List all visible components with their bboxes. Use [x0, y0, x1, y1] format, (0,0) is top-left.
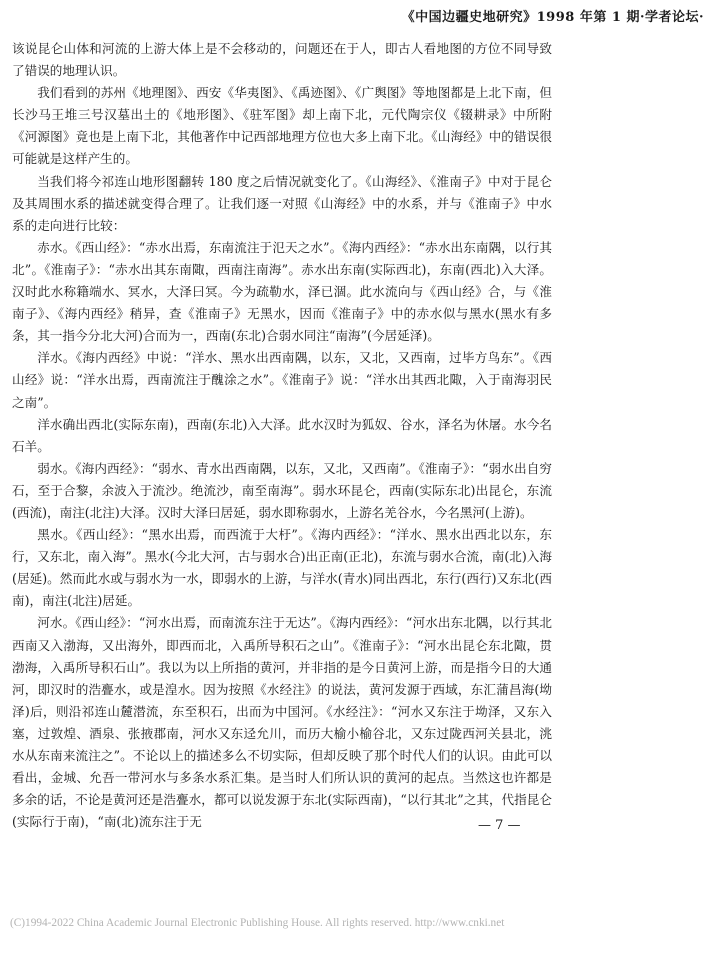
- paragraph: 洋水确出西北(实际东南)，西南(东北)入大泽。此水汉时为狐奴、谷水，泽名为休屠。水今名石羊。: [12, 416, 552, 454]
- paragraph: 弱水。《海内西经》：“弱水、青水出西南隅，以东，又北，又西南”。《淮南子》：“弱水出自穷石，至于合黎，余波入于流沙。绝流沙，南至南海”。弱水环昆仑，西南(实际东北)出昆仑，东流(西流)，南注(北注)大泽。汉时大泽曰居延，弱水即称弱水，上游名羌谷水，今名黑河(上游)。: [12, 460, 552, 520]
- paragraph: 我们看到的苏州《地理图》、西安《华夷图》、《禹迹图》、《广舆图》等地图都是上北下南，但长沙马王堆三号汉墓出土的《地形图》、《驻军图》却上南下北，元代陶宗仪《辍耕录》中所附《河源图》竟也是上南下北，其他著作中记西部地理方位也大多上南下北。《山海经》中的错误很可能就是这样产生的。: [12, 85, 552, 167]
- paragraph: 赤水。《西山经》：“赤水出焉，东南流注于氾天之水”。《海内西经》：“赤水出东南隅，以行其北”。《淮南子》：“赤水出其东南陬，西南注南海”。赤水出东南(实际西北)，东南(西北)入大泽。汉时此水称籍端水、冥水，大泽曰冥。今为疏勒水，泽已涸。此水流向与《西山经》合，与《淮南子》、《海内西经》稍异，查《淮南子》无黑水，因而《淮南子》中的赤水似与黑水(黑水有多条，其一指今分北大河)合而为一，西南(东北)合弱水同注“南海”(今居延泽)。: [12, 239, 552, 344]
- paragraph: 洋水。《海内西经》中说：“洋水、黑水出西南隅，以东，又北，又西南，过毕方鸟东”。《西山经》说：“洋水出焉，西南流注于醜涂之水”。《淮南子》说：“洋水出其西北陬，入于南海羽民之南”。: [12, 350, 552, 410]
- paragraph: 河水。《西山经》：“河水出焉，而南流东注于无达”。《海内西经》：“河水出东北隅，以行其北西南又入渤海，又出海外，即西而北，入禹所导积石之山”。《淮南子》：“河水出昆仑东北陬，贯渤海，入禹所导积石山”。我以为以上所指的黄河，并非指的是今日黄河上游，而是指今日的大通河，即汉时的浩亹水，或是湟水。因为按照《水经注》的说法，黄河发源于西域，东汇蒲昌海(坳泽)后，则沿祁连山麓潜流，东至积石，出而为中国河。《水经注》：“河水又东注于坳泽，又东入塞，过敦煌、酒泉、张掖郡南，河水又东迳允川，而历大榆小榆谷北，又东过陇西河关县北，洮水从东南来流注之”。不论以上的描述多么不切实际，但却反映了那个时代人们的认识。由此可以看出，金城、允吾一带河水与多条水系汇集。是当时人们所认识的黄河的起点。当然这也许都是多余的话，不论是黄河还是浩亹水，都可以说发源于东北(实际西南)，“以行其北”之其，代指昆仑(实际行于南)，“南(北)流东注于无: [12, 615, 553, 830]
- copyright-notice: (C)1994-2022 China Academic Journal Electronic Publishing House. All rights reserved. http://www.cnki.net: [10, 917, 505, 929]
- paragraph: 该说昆仑山体和河流的上游大体上是不会移动的，问题还在于人，即古人看地图的方位不同导致了错误的地理认识。: [12, 41, 552, 79]
- article-body: [12, 38, 552, 833]
- paragraph: 当我们将今祁连山地形图翻转 180 度之后情况就变化了。《山海经》、《淮南子》中对于昆仑及其周围水系的描述就变得合理了。让我们逐一对照《山海经》中的水系，并与《淮南子》中水系的走向进行比较：: [12, 173, 552, 233]
- page-number: — 7 —: [478, 818, 521, 833]
- paragraph: 黑水。《西山经》：“黑水出焉，而西流于大杅”。《海内西经》：“洋水、黑水出西北以东，东行，又东北，南入海”。黑水(今北大河，古与弱水合)出正南(正北)，东流与弱水合流，南(北)入海(居延)。然而此水或与弱水为一水，即弱水的上游，与洋水(青水)同出西北，东行(西行)又东北(西南)，南注(北注)居延。: [12, 527, 552, 609]
- running-header: 《中国边疆史地研究》1998 年第 1 期·学者论坛·: [401, 10, 704, 25]
